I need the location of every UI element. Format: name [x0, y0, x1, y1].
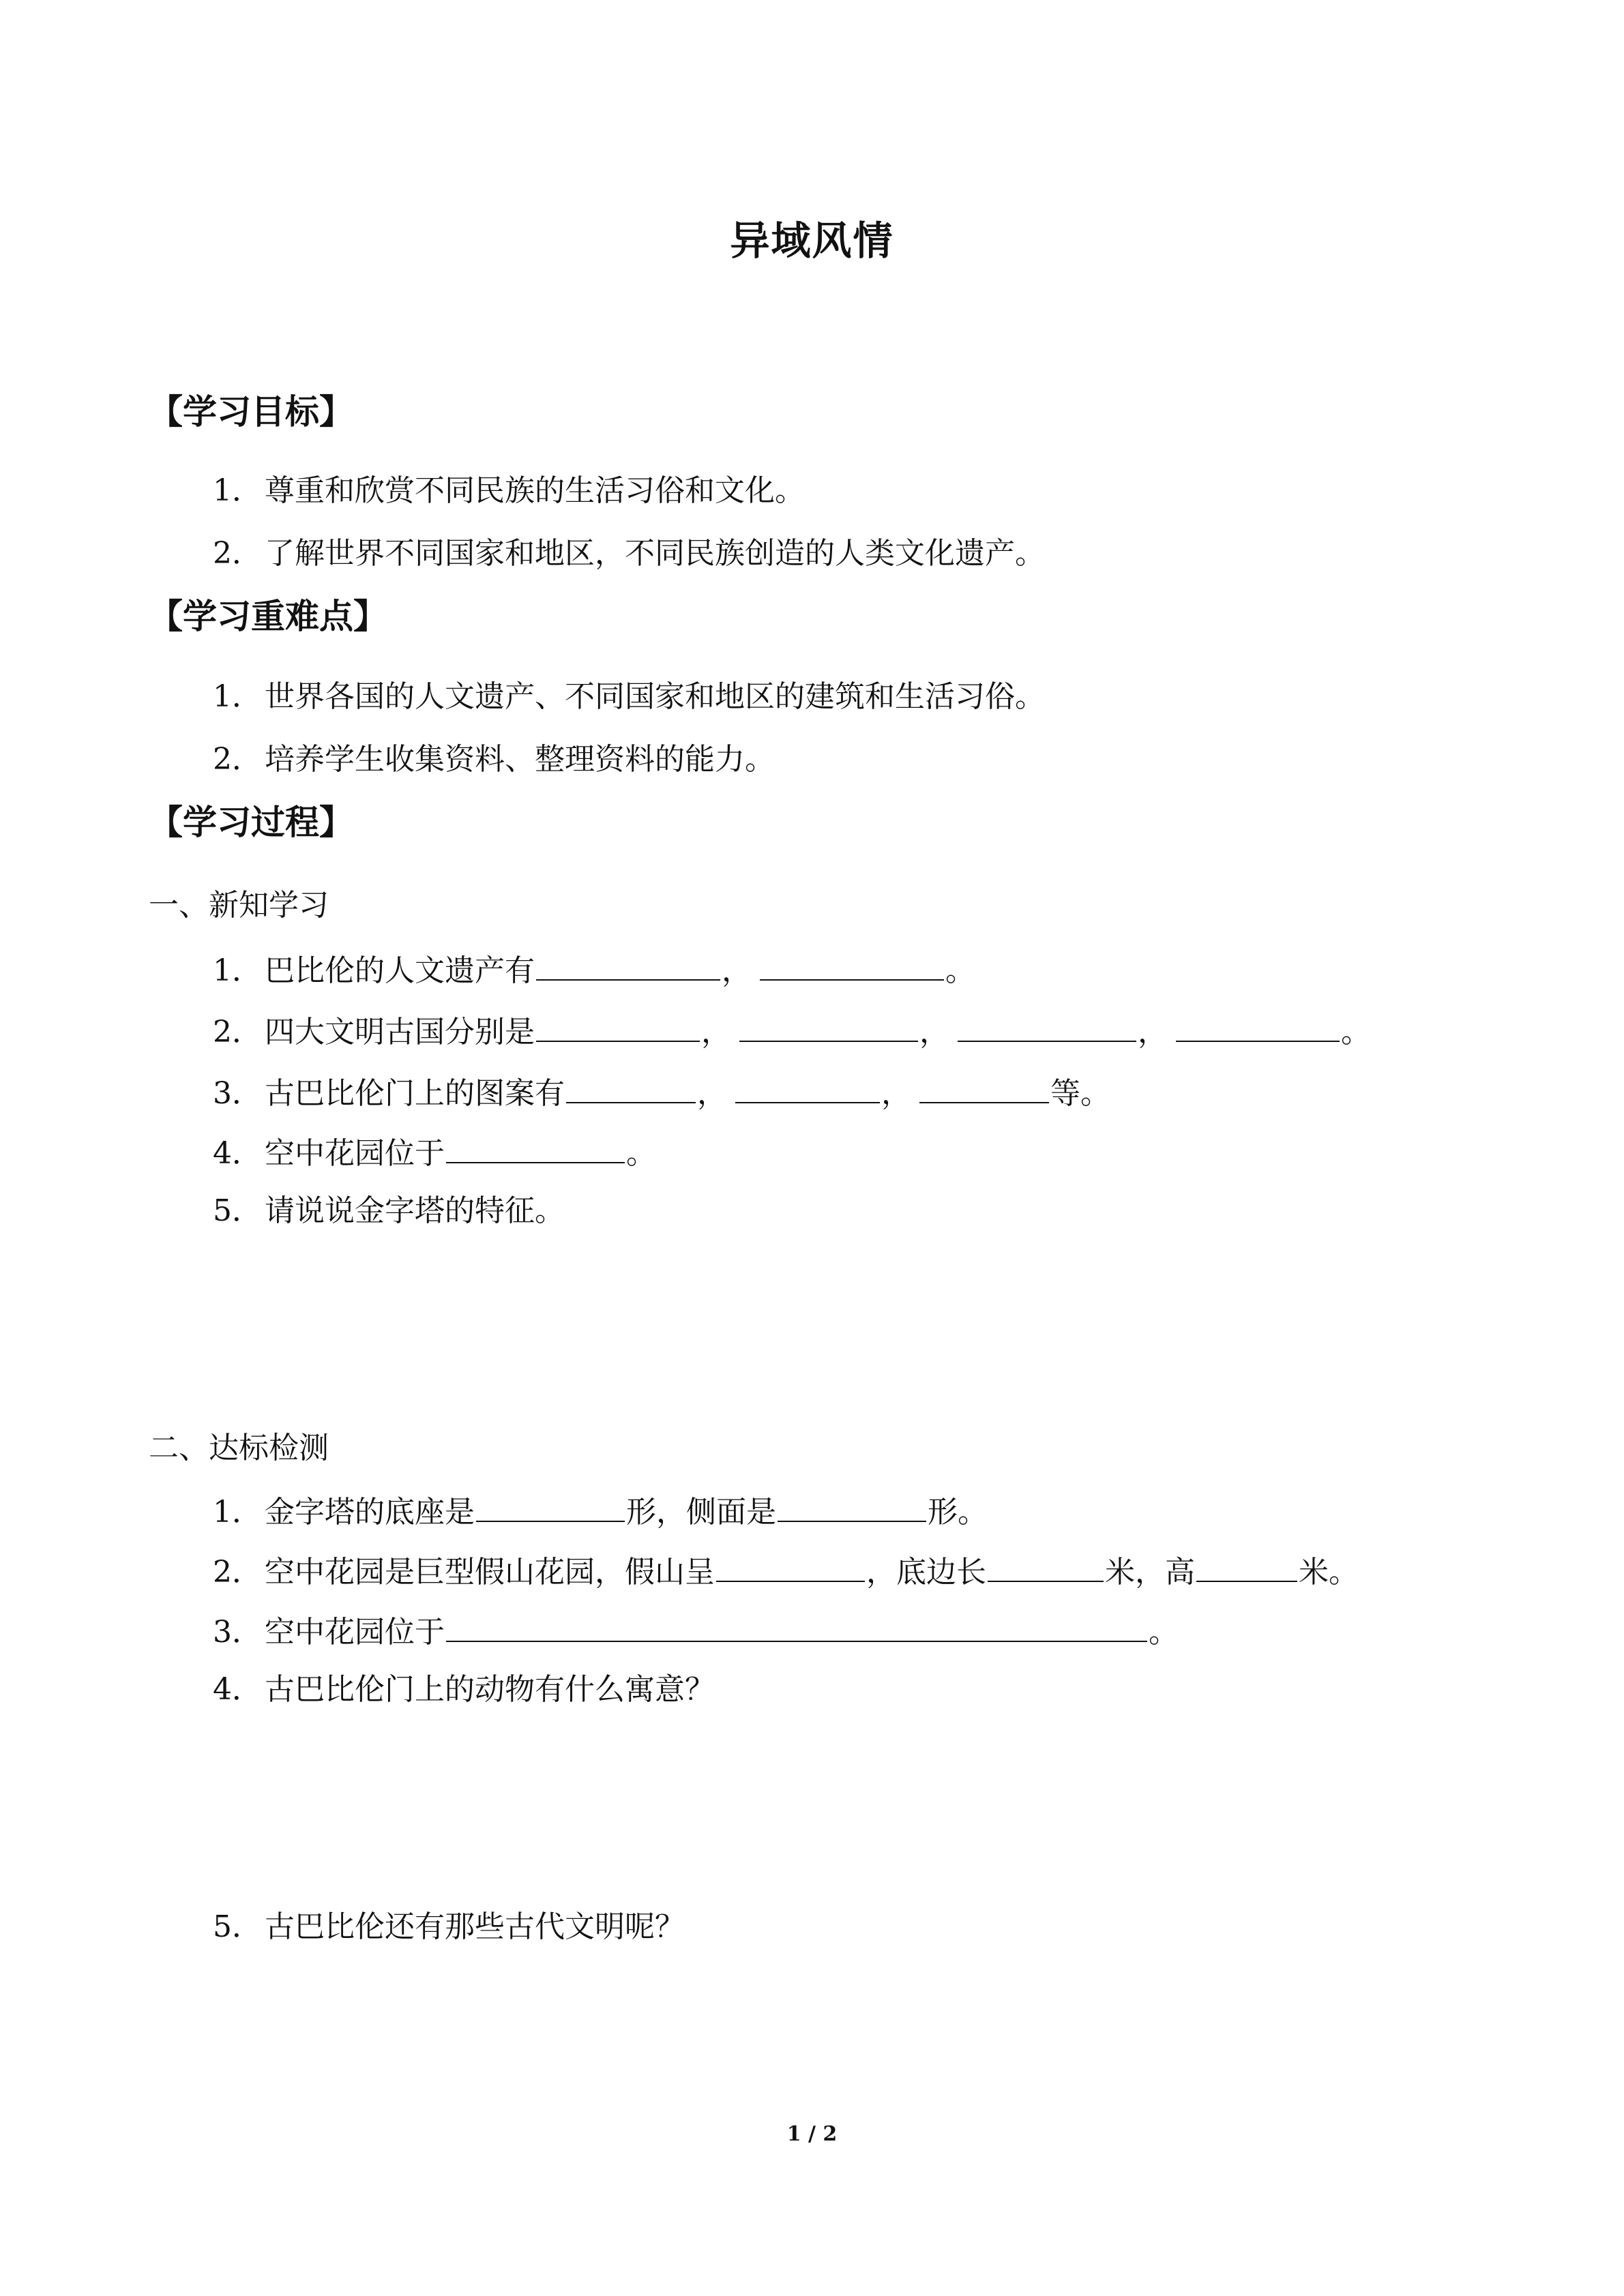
answer-blank[interactable] [739, 1011, 918, 1042]
item-number: 2． [213, 1555, 262, 1590]
answer-blank[interactable] [735, 1072, 880, 1103]
key-point-item-2 [213, 741, 775, 779]
answer-blank[interactable] [988, 1551, 1104, 1582]
part1-question-4 [213, 1132, 656, 1173]
objective-item-1 [213, 472, 805, 510]
item-number: 3． [213, 1076, 262, 1111]
question-text: 空中花园位于 [265, 1615, 445, 1650]
part2-question-5 [213, 1908, 685, 1946]
part2-question-3 [213, 1611, 1179, 1652]
question-text: 米，高 [1105, 1555, 1195, 1590]
part2-question-1 [213, 1491, 988, 1532]
answer-blank[interactable] [566, 1072, 696, 1103]
punctuation: ， [881, 1076, 911, 1111]
part1-question-2 [213, 1011, 1371, 1052]
page-title: 异域风情 [730, 218, 894, 264]
question-text: 请说说金字塔的特征。 [265, 1193, 565, 1228]
item-number: 1． [213, 473, 262, 508]
answer-blank[interactable] [536, 1011, 700, 1042]
item-number: 2． [213, 1015, 262, 1049]
answer-blank[interactable] [716, 1551, 865, 1582]
punctuation: 。 [626, 1136, 656, 1171]
item-text: 尊重和欣赏不同民族的生活习俗和文化。 [265, 473, 805, 508]
item-text: 世界各国的人文遗产、不同国家和地区的建筑和生活习俗。 [265, 679, 1045, 714]
page-number: 1 / 2 [786, 2122, 838, 2146]
question-text: 古巴比伦还有那些古代文明呢？ [265, 1909, 685, 1944]
answer-blank[interactable] [536, 949, 720, 981]
item-number: 1． [213, 1495, 262, 1530]
question-text: 古巴比伦门上的图案有 [265, 1076, 565, 1111]
item-text: 培养学生收集资料、整理资料的能力。 [265, 742, 775, 777]
question-text: 古巴比伦门上的动物有什么寓意？ [265, 1672, 715, 1707]
question-text: 空中花园是巨型假山花园，假山呈 [265, 1555, 715, 1590]
punctuation: 形。 [928, 1495, 988, 1530]
question-text: 形，侧面是 [626, 1495, 776, 1530]
punctuation: ， [1138, 1015, 1168, 1049]
objective-item-2 [213, 535, 1045, 573]
answer-blank[interactable] [476, 1491, 625, 1522]
punctuation: 等。 [1050, 1076, 1110, 1111]
question-text: 空中花园位于 [265, 1136, 445, 1171]
item-number: 3． [213, 1615, 262, 1650]
part1-question-5 [213, 1192, 565, 1230]
part1-question-3 [213, 1072, 1110, 1113]
item-number: 5． [213, 1909, 262, 1944]
answer-blank[interactable] [778, 1491, 926, 1522]
section-heading-process: 【学习过程】 [149, 803, 353, 842]
question-text: 四大文明古国分别是 [265, 1015, 535, 1049]
punctuation: 。 [1341, 1015, 1371, 1049]
punctuation: ， [701, 1015, 731, 1049]
part2-question-4 [213, 1671, 715, 1709]
answer-blank[interactable] [919, 1072, 1049, 1103]
item-text: 了解世界不同国家和地区，不同民族创造的人类文化遗产。 [265, 536, 1045, 571]
question-text: ，底边长 [866, 1555, 986, 1590]
section-heading-key-points: 【学习重难点】 [149, 597, 387, 636]
item-number: 1． [213, 953, 262, 988]
part1-question-1 [213, 949, 975, 990]
item-number: 2． [213, 742, 262, 777]
question-text: 金字塔的底座是 [265, 1495, 475, 1530]
answer-blank[interactable] [958, 1011, 1136, 1042]
answer-blank[interactable] [446, 1132, 625, 1163]
item-number: 5． [213, 1193, 262, 1228]
answer-blank[interactable] [760, 949, 944, 981]
punctuation: 。 [945, 953, 975, 988]
punctuation: 米。 [1299, 1555, 1359, 1590]
answer-blank[interactable] [446, 1611, 1147, 1642]
punctuation: ， [697, 1076, 727, 1111]
part1-heading: 一、新知学习 [149, 888, 329, 923]
item-number: 4． [213, 1672, 262, 1707]
question-text: 巴比伦的人文遗产有 [265, 953, 535, 988]
answer-blank[interactable] [1176, 1011, 1340, 1042]
section-heading-objectives: 【学习目标】 [149, 392, 353, 432]
answer-blank[interactable] [1196, 1551, 1297, 1582]
part2-heading: 二、达标检测 [149, 1431, 329, 1465]
item-number: 2． [213, 536, 262, 571]
item-number: 1． [213, 679, 262, 714]
punctuation: ， [919, 1015, 949, 1049]
punctuation: ， [722, 953, 752, 988]
part2-question-2 [213, 1551, 1359, 1592]
punctuation: 。 [1149, 1615, 1179, 1650]
item-number: 4． [213, 1136, 262, 1171]
key-point-item-1 [213, 678, 1045, 716]
